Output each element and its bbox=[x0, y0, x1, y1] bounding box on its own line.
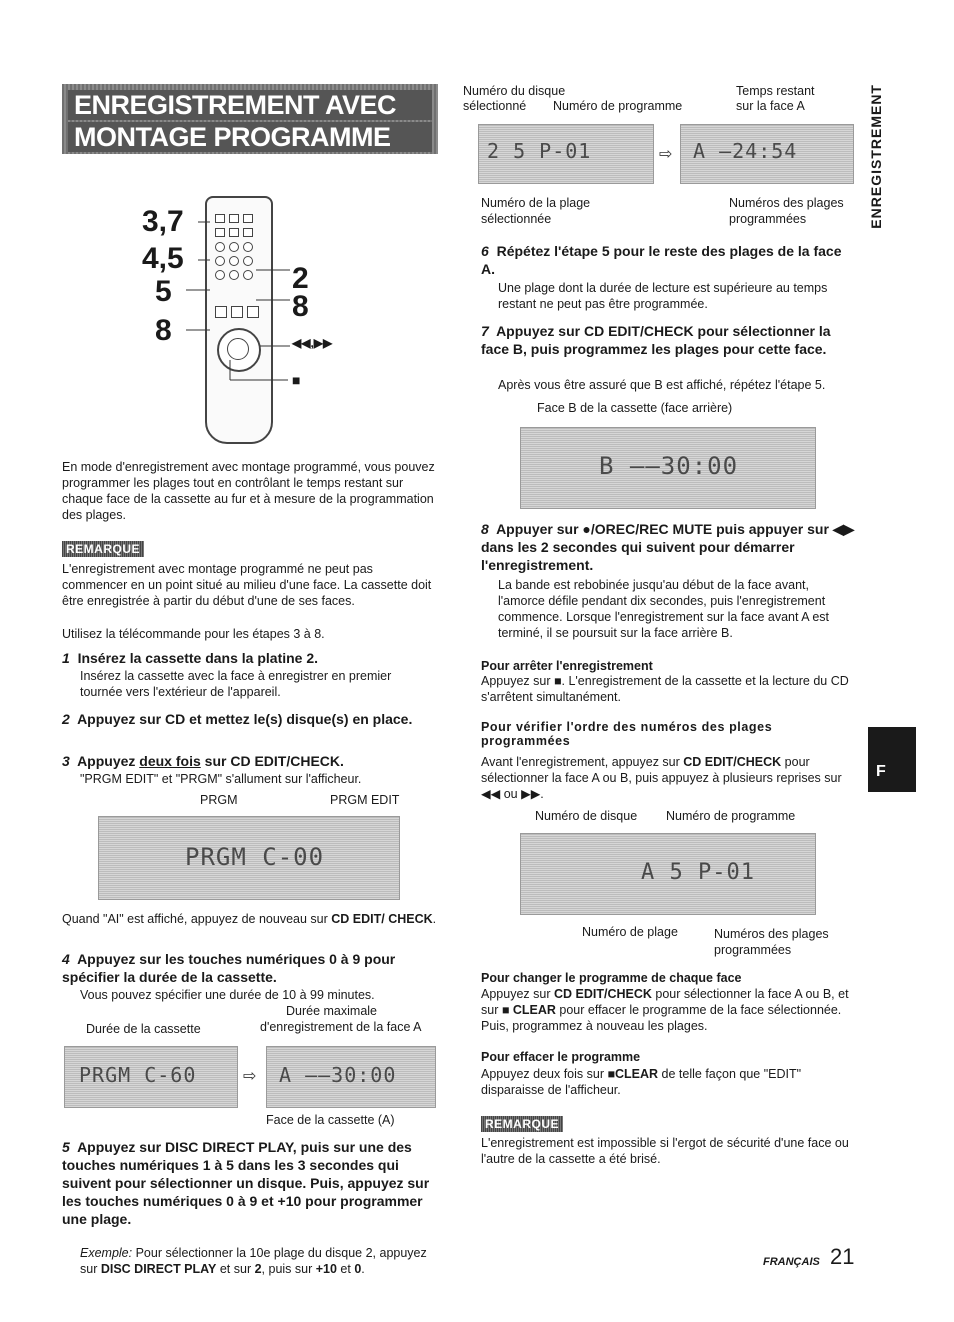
banner-line-2: MONTAGE PROGRAMME bbox=[68, 122, 432, 152]
label-verify-plage: Numéro de plage bbox=[582, 925, 678, 939]
display-step-4b: A ––30:00 bbox=[266, 1046, 436, 1108]
arrow-right-icon: ⇨ bbox=[243, 1068, 257, 1085]
remarque-text-2: L'enregistrement est impossible si l'ergot de sécurité d'une face ou l'autre de la cassette a été brisé. bbox=[481, 1136, 849, 1166]
label-selectionne: sélectionné bbox=[463, 99, 527, 113]
stop-body: Appuyez sur ■. L'enregistrement de la cassette et la lecture du CD s'arrêtent simultanément. bbox=[481, 674, 849, 704]
step-2-title: 2 Appuyez sur CD et mettez le(s) disque(s) en place. bbox=[62, 711, 413, 727]
step-5-example: Exemple: Pour sélectionner la 10e plage du disque 2, appuyez sur DISC DIRECT PLAY et sur 2, puis sur +10 et 0. bbox=[80, 1246, 427, 1276]
remarque-label-2: REMARQUE bbox=[481, 1116, 563, 1132]
label-temps-restant: Temps restant bbox=[736, 84, 815, 98]
step-7-title: 7 Appuyez sur CD EDIT/CHECK pour sélectionner la face B, puis programmez les plages pour cette face. bbox=[481, 323, 831, 357]
step-5-title: 5 Appuyez sur DISC DIRECT PLAY, puis sur une des touches numériques 1 à 5 dans les 3 secondes qui suivent pour sélectionner un disque. Puis, appuyez sur les touches numériques 0 à 9 et +10 pour programmer une plage. bbox=[62, 1139, 430, 1227]
remote-callout-45: 4,5 bbox=[142, 242, 184, 275]
display-step-3: PRGM C-00 bbox=[98, 816, 400, 900]
remarque-label-1: REMARQUE bbox=[62, 541, 144, 557]
step-4-title: 4 Appuyez sur les touches numériques 0 à 9 pour spécifier la durée de la cassette. bbox=[62, 951, 396, 985]
remote-leader-lines bbox=[170, 210, 300, 390]
section-banner bbox=[62, 84, 438, 154]
label-duree-max-1: Durée maximale bbox=[286, 1004, 378, 1018]
label-sur-face-a: sur la face A bbox=[736, 99, 805, 113]
display-top-1: 2 5 P-01 bbox=[478, 124, 654, 184]
page-number: 21 bbox=[830, 1244, 855, 1269]
label-numero-programme: Numéro de programme bbox=[553, 99, 683, 113]
banner-line-1: ENREGISTREMENT AVEC bbox=[68, 90, 432, 120]
label-prgm: PRGM bbox=[200, 793, 238, 807]
label-verify-programme: Numéro de programme bbox=[666, 809, 796, 823]
footer-language: FRANÇAIS bbox=[763, 1256, 820, 1268]
remote-callout-8-right: 8 bbox=[292, 290, 309, 323]
label-numero-disque: Numéro du disque bbox=[463, 84, 566, 98]
step-8-body: La bande est rebobinée jusqu'au début de la face avant, l'amorce défile pendant dix secondes, puis l'enregistrement commence. Lorsque l'enregistrement sur la face avant A est terminé, il se poursuit sur la face arrière B. bbox=[498, 578, 830, 640]
language-tab: F bbox=[868, 727, 916, 792]
label-face-cassette-a: Face de la cassette (A) bbox=[266, 1113, 395, 1127]
label-duree-max-2: d'enregistrement de la face A bbox=[260, 1020, 422, 1034]
step-6-title: 6 Répétez l'étape 5 pour le reste des plages de la face A. bbox=[481, 243, 842, 277]
display-top-2: A –24:54 bbox=[680, 124, 854, 184]
label-verify-numeros: Numéros des plages bbox=[714, 927, 829, 941]
use-remote-note: Utilisez la télécommande pour les étapes 3 à 8. bbox=[62, 627, 325, 641]
display-step-7: B ––30:00 bbox=[520, 427, 816, 509]
label-face-b: Face B de la cassette (face arrière) bbox=[537, 401, 733, 415]
stop-title: Pour arrêter l'enregistrement bbox=[481, 659, 653, 673]
step-6-body: Une plage dont la durée de lecture est supérieure au temps restant ne peut pas être programmée. bbox=[498, 281, 828, 311]
label-numeros-plages: Numéros des plages bbox=[729, 196, 844, 210]
change-body: Appuyez sur CD EDIT/CHECK pour sélectionner la face A ou B, et sur ■ CLEAR pour effacer le programme de la face sélectionnée. Puis, programmez à nouveau les plages. bbox=[481, 987, 849, 1033]
label-programmees: programmées bbox=[729, 212, 807, 226]
remote-callout-5: 5 bbox=[155, 275, 172, 308]
label-verify-disque: Numéro de disque bbox=[535, 809, 638, 823]
verify-body: Avant l'enregistrement, appuyez sur CD EDIT/CHECK pour sélectionner la face A ou B, puis appuyez à plusieurs reprises sur ◀◀ ou ▶▶. bbox=[481, 755, 842, 801]
step-3-title: 3 Appuyez deux fois sur CD EDIT/CHECK. bbox=[62, 753, 344, 769]
arrow-right-icon-2: ⇨ bbox=[659, 146, 673, 163]
display-step-4a: PRGM C-60 bbox=[64, 1046, 238, 1108]
erase-body: Appuyez deux fois sur ■CLEAR de telle façon que "EDIT" disparaisse de l'afficheur. bbox=[481, 1067, 802, 1097]
remote-callout-skip: ◀◀,▶▶ bbox=[292, 336, 333, 350]
remote-callout-8-left: 8 bbox=[155, 314, 172, 347]
remote-callout-2: 2 bbox=[292, 262, 309, 295]
step-1-body: Insérez la cassette avec la face à enregistrer en premier tournée vers l'extérieur de l'appareil. bbox=[80, 669, 392, 699]
change-title: Pour changer le programme de chaque face bbox=[481, 971, 742, 985]
step-8-title: 8 Appuyer sur ●/OREC/REC MUTE puis appuyer sur ◀▶ dans les 2 secondes qui suivent pour démarrer l'enregistrement. bbox=[481, 521, 855, 573]
step-3-note: Quand "AI" est affiché, appuyez de nouveau sur CD EDIT/ CHECK. bbox=[62, 912, 437, 926]
remote-callout-stop: ■ bbox=[292, 372, 301, 388]
label-numero-plage: Numéro de la plage bbox=[481, 196, 591, 210]
intro-paragraph: En mode d'enregistrement avec montage programmé, vous pouvez programmer les plages tout en contrôlant le temps restant sur chaque face de la cassette au fur et à mesure de la programmation des plages. bbox=[62, 460, 435, 522]
erase-title: Pour effacer le programme bbox=[481, 1050, 641, 1064]
verify-title: Pour vérifier l'ordre des numéros des plages programmées bbox=[481, 720, 773, 748]
step-7-body: Après vous être assuré que B est affiché, répétez l'étape 5. bbox=[498, 378, 826, 392]
step-1-title: 1 Insérez la cassette dans la platine 2. bbox=[62, 650, 319, 666]
sidebar-section-label: ENREGISTREMENT bbox=[868, 84, 884, 229]
label-prgm-edit: PRGM EDIT bbox=[330, 793, 400, 807]
step-4-body: Vous pouvez spécifier une durée de 10 à 99 minutes. bbox=[80, 988, 375, 1002]
label-selectionnee: sélectionnée bbox=[481, 212, 552, 226]
step-3-body: "PRGM EDIT" et "PRGM" s'allument sur l'afficheur. bbox=[80, 772, 362, 786]
label-verify-programmees: programmées bbox=[714, 943, 792, 957]
display-verify: A 5 P-01 bbox=[520, 833, 816, 915]
remote-callout-37: 3,7 bbox=[142, 205, 184, 238]
label-duree-cassette: Durée de la cassette bbox=[86, 1022, 201, 1036]
remarque-text-1: L'enregistrement avec montage programmé ne peut pas commencer en un point situé au milieu d'une face. La cassette doit être enregistrée à partir du début d'une de ses faces. bbox=[62, 562, 432, 608]
